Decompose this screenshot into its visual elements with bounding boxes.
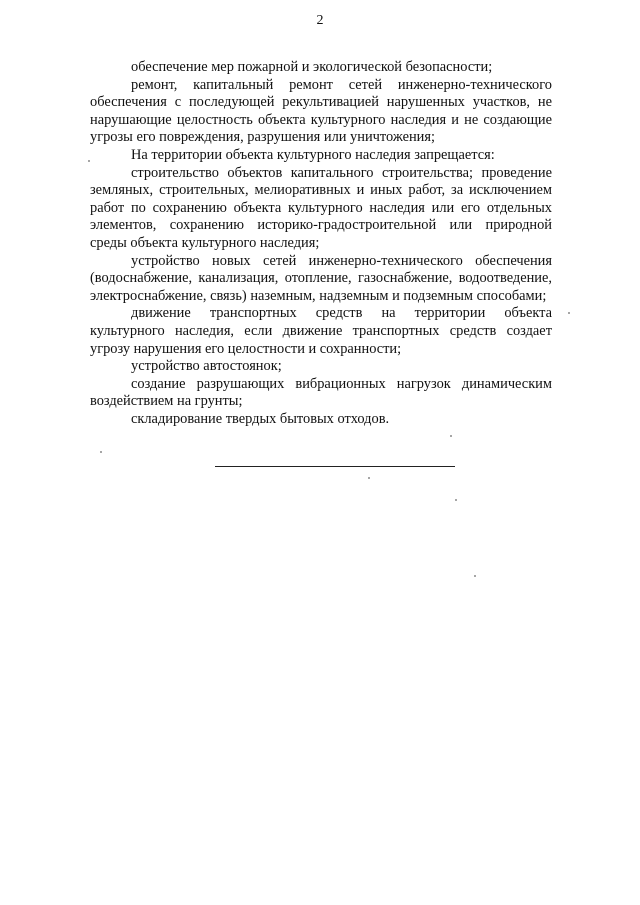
scan-speck bbox=[455, 499, 457, 501]
end-divider-line bbox=[215, 466, 455, 467]
scan-speck bbox=[450, 435, 452, 437]
scan-speck bbox=[474, 575, 476, 577]
paragraph-traffic-ban: движение транспортных средств на территории объекта культурного наследия, если движение транспортных средств создает угрозу нарушения его целостности и сохранности; bbox=[90, 305, 552, 357]
paragraph-new-networks-ban: устройство новых сетей инженерно-технического обеспечения (водоснабжение, канализация, отопление, газоснабжение, водоотведение, электроснабжение, связь) наземным, надземным и подземным способами; bbox=[90, 252, 552, 304]
paragraph-waste-ban: складирование твердых бытовых отходов. bbox=[131, 410, 390, 427]
paragraph-vibration-ban: создание разрушающих вибрационных нагрузок динамическим воздействием на грунты; bbox=[90, 375, 552, 410]
scan-speck bbox=[368, 477, 370, 479]
paragraph-fire-safety: обеспечение мер пожарной и экологической безопасности; bbox=[131, 59, 493, 75]
paragraph-prohibitions-heading: На территории объекта культурного наследия запрещается: bbox=[131, 146, 495, 163]
paragraph-construction-ban: строительство объектов капитального строительства; проведение земляных, строительных, мелиоративных и иных работ, за исключением работ по сохранению объекта культурного наследия или его отдельных элементов, сохранению историко-градостроительной или природной среды объекта культурного наследия; bbox=[90, 164, 552, 251]
scan-speck bbox=[88, 160, 90, 162]
scan-speck bbox=[100, 451, 102, 453]
paragraph-parking-ban: устройство автостоянок; bbox=[131, 358, 282, 375]
document-body bbox=[90, 59, 552, 428]
paragraph-network-repair: ремонт, капитальный ремонт сетей инженерно-технического обеспечения с последующей рекультивацией нарушенных участков, не нарушающие целостность объекта культурного наследия и не создающие угрозы его повреждения, разрушения или уничтожения; bbox=[90, 76, 552, 146]
scan-speck bbox=[568, 312, 570, 314]
page-number: 2 bbox=[316, 13, 324, 28]
